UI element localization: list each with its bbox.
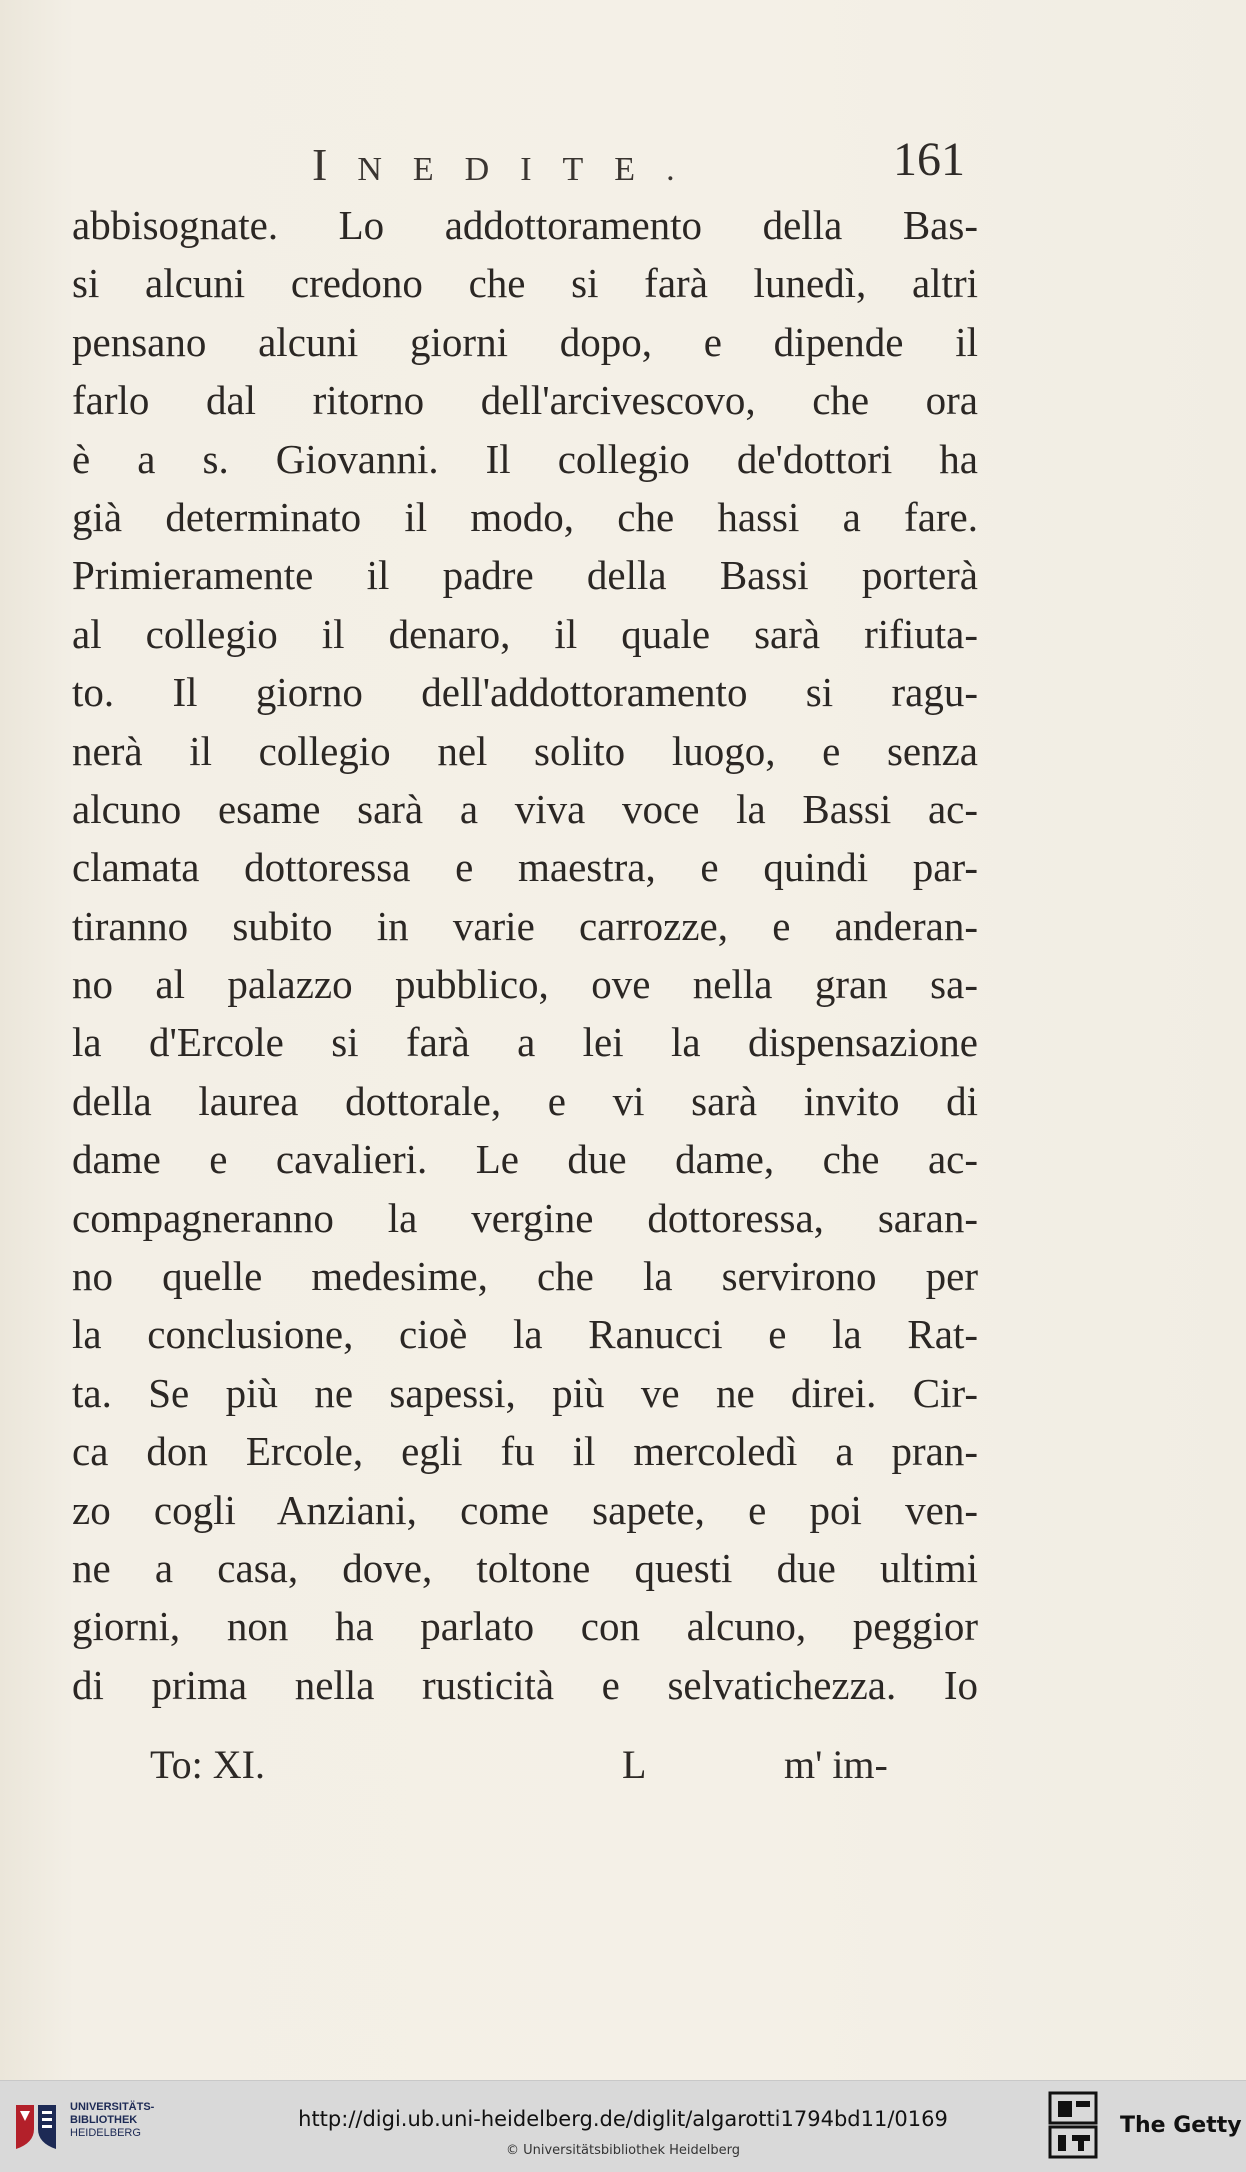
text-line: la conclusione, cioè la Ranucci e la Rat- <box>72 1311 978 1358</box>
text-line: si alcuni credono che si farà lunedì, altri <box>72 260 978 307</box>
text-line: zo cogli Anziani, come sapete, e poi ven- <box>72 1486 978 1533</box>
copyright-notice: © Universitätsbibliothek Heidelberg <box>505 2143 740 2158</box>
text-line: di prima nella rusticità e selvatichezza. Io <box>72 1661 978 1708</box>
text-line: al collegio il denaro, il quale sarà rifiuta- <box>72 610 978 657</box>
text-line: è a s. Giovanni. Il collegio de'dottori ha <box>72 435 978 482</box>
signature-letter: L <box>622 1742 647 1787</box>
text-line: clamata dottoressa e maestra, e quindi par- <box>72 844 978 891</box>
text-line: la d'Ercole si farà a lei la dispensazione <box>72 1019 978 1066</box>
text-line: alcuno esame sarà a viva voce la Bassi ac- <box>72 785 978 832</box>
text-line: nerà il collegio nel solito luogo, e senza <box>72 727 978 774</box>
body-text <box>72 196 978 1714</box>
text-line: to. Il giorno dell'addottoramento si ragu- <box>72 669 978 716</box>
text-line: Primieramente il padre della Bassi porterà <box>72 552 978 599</box>
text-line: farlo dal ritorno dell'arcivescovo, che ora <box>72 377 978 424</box>
text-line: ne a casa, dove, toltone questi due ultimi <box>72 1544 978 1591</box>
text-line: giorni, non ha parlato con alcuno, peggior <box>72 1603 978 1650</box>
text-line: compagneranno la vergine dottoressa, saran- <box>72 1194 978 1241</box>
text-line: dame e cavalieri. Le due dame, che ac- <box>72 1136 978 1183</box>
getty-logo-icon[interactable] <box>1048 2091 1098 2159</box>
text-line: abbisognate. Lo addottoramento della Bas- <box>72 202 978 248</box>
text-line: già determinato il modo, che hassi a fare. <box>72 493 978 540</box>
library-name-line2: BIBLIOTHEK <box>70 2114 138 2126</box>
text-line: tiranno subito in varie carrozze, e anderan- <box>72 902 978 949</box>
text-line: ca don Ercole, egli fu il mercoledì a pran- <box>72 1428 978 1475</box>
page-number: 161 <box>893 133 965 186</box>
permalink-url[interactable]: http://digi.ub.uni-heidelberg.de/diglit/algarotti1794bd11/0169 <box>298 2107 948 2131</box>
running-title-rest: NEDITE. <box>357 151 706 188</box>
running-title-initial: I <box>312 139 358 190</box>
signature-line <box>0 1741 1246 1801</box>
text-line: ta. Se più ne sapessi, più ve ne direi. Cir- <box>72 1369 978 1416</box>
running-title <box>312 138 706 191</box>
page-header <box>0 132 1246 192</box>
text-line: no quelle medesime, che la servirono per <box>72 1253 978 1300</box>
text-line: della laurea dottorale, e vi sarà invito di <box>72 1077 978 1124</box>
viewer-footer-bar <box>0 2080 1246 2172</box>
getty-label[interactable]: The Getty <box>1120 2113 1242 2138</box>
catchword: m' im- <box>784 1742 888 1787</box>
signature-volume: To: XI. <box>150 1742 265 1787</box>
text-line: pensano alcuni giorni dopo, e dipende il <box>72 318 978 365</box>
library-name-line3: HEIDELBERG <box>70 2127 141 2139</box>
text-line: no al palazzo pubblico, ove nella gran sa- <box>72 961 978 1008</box>
library-name-line1: UNIVERSITÄTS- <box>70 2101 155 2113</box>
